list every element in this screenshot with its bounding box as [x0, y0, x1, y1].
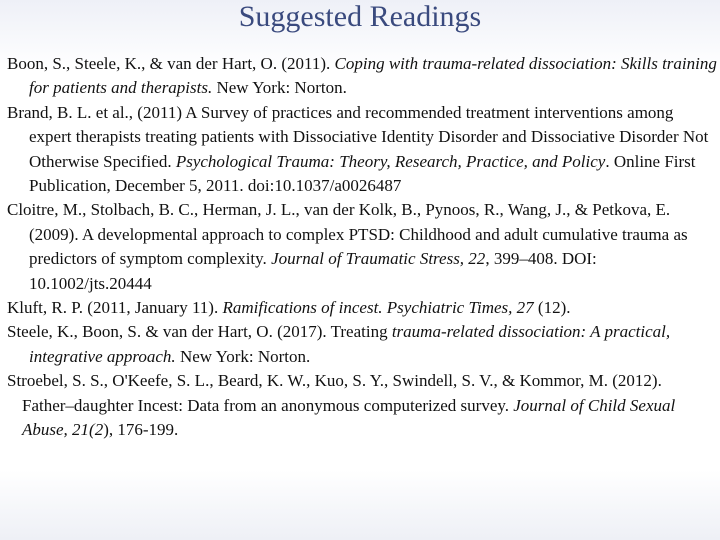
reference-italic-title: trauma-related dissociation: A practical, integrative approach. — [29, 322, 671, 366]
reference-text: Stroebel, S. S., O'Keefe, S. L., Beard, K. W., Kuo, S. Y., Swindell, S. V., & Kommor, M. (2012). Father–daughter Incest: Data from an anonymous computerized survey. — [7, 371, 662, 415]
reference-text: Cloitre, M., Stolbach, B. C., Herman, J. L., van der Kolk, B., Pynoos, R., Wang, J., & Petkova, E. (2009). A developmental approach to complex PTSD: Childhood and adult cumulative trauma as predictors of symptom complexity. — [7, 200, 688, 269]
reference-italic-title: Ramifications of incest. Psychiatric Times, 27 — [222, 298, 534, 318]
reference-item — [7, 369, 717, 442]
reference-item — [7, 296, 717, 320]
reference-text: , 399–408. DOI: 10.1002/jts.20444 — [29, 249, 597, 293]
reference-item — [7, 320, 717, 369]
reference-italic-title: Psychological Trauma: Theory, Research, Practice, and Policy — [175, 151, 606, 171]
reference-item — [7, 198, 717, 296]
reference-text: (12). — [533, 298, 571, 318]
slide-title: Suggested Readings — [238, 0, 482, 33]
reference-text: Kluft, R. P. (2011, January 11). — [7, 298, 223, 318]
reference-item — [7, 52, 717, 101]
reference-text: New York: Norton. — [175, 346, 311, 366]
reference-text: ), 176-199. — [103, 420, 179, 440]
reference-text: Brand, B. L. et al., (2011) A Survey of practices and recommended treatment interventions among expert therapists treating patients with Dissociative Identity Disorder and Dissociative Disorder Not Otherwise Specified. — [7, 102, 709, 171]
reference-list — [7, 52, 717, 443]
reference-italic-title: Journal of Traumatic Stress, 22 — [271, 249, 486, 269]
reference-italic-title: Coping with trauma-related dissociation: Skills training for patients and therapists. — [29, 54, 717, 98]
reference-italic-title: Journal of Child Sexual Abuse, 21(2 — [22, 395, 676, 440]
reference-item — [7, 101, 717, 199]
reference-text: New York: Norton. — [212, 78, 347, 98]
reference-text: . Online First Publication, December 5, 2011. doi:10.1037/a0026487 — [29, 151, 696, 196]
reference-text: Steele, K., Boon, S. & van der Hart, O. (2017). Treating — [7, 322, 392, 342]
reference-text: Boon, S., Steele, K., & van der Hart, O. (2011). — [7, 54, 335, 73]
